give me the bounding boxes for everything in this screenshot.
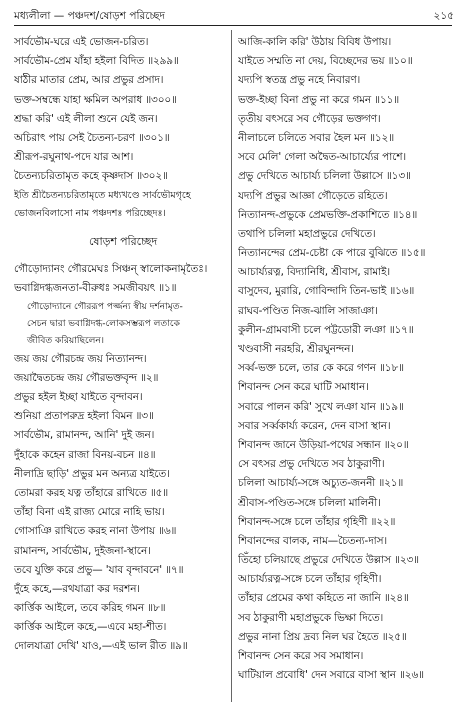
right-verse-line: সর্ব্ব-ভক্ত চলে, তার কে করে গণন ॥১৮॥	[238, 362, 404, 375]
left-verse-line: সার্বভৌম-প্রেম যাঁহা হইলা বিদিত ॥২৯৯॥	[14, 55, 179, 68]
right-verse-line: শিবানন্দ সেন করে সব সমাধান।	[238, 650, 364, 662]
left-verse-line: গৌড়োদ্যানং গৌরমেঘঃ সিঞ্চন্‌ স্বালোকনামৃতৈঃ।	[14, 262, 208, 275]
left-verse-line: ভক্ত-সম্বন্ধে যাহা ক্ষমিল অপরাধ ॥৩০০॥	[14, 93, 177, 106]
right-verse-line: যদ্যপি স্বতন্ত্র প্রভু নহে নিবারণ।	[238, 74, 361, 87]
left-verse-line: তোমরা করহ যত্ন তাঁহারে রাখিতে ॥৫॥	[14, 486, 169, 499]
right-verse-line: নীলাচলে চলিতে সবার হৈল মন ॥১২॥	[238, 131, 394, 144]
running-title: মধ্যলীলা — পঞ্চদশ/ষোড়শ পরিচ্ছেদ	[14, 10, 165, 22]
right-verse-line: চলিলা আচার্য্য-সঙ্গে অচ্যুত-জননী ॥২১॥	[238, 477, 404, 490]
left-verse-line: দুঁহাকে কহেন রাজা বিনয়-বচন ॥৪॥	[14, 448, 156, 461]
right-verse-line: নিত্যানন্দের প্রেম-চেষ্টা কে পারে বুঝিতে ॥১৫॥	[238, 247, 426, 260]
left-verse-line: ভোজনবিলাসো নাম পঞ্চদশঃ পরিচ্ছেদঃ।	[14, 208, 166, 220]
right-verse-line: তিঁহো চলিয়াছে প্রভুরে দেখিতে উল্লাস ॥২৩॥	[238, 554, 419, 567]
left-verse-line: ষাঠীর মাতার প্রেম, আর প্রভুর প্রসাদ।	[14, 74, 164, 87]
left-verse-line: নীলাদ্রি ছাড়ি' প্রভুর মন অন্যত্র যাইতে।	[14, 467, 170, 480]
right-verse-line: সব ঠাকুরাণী মহাপ্রভুকে ভিক্ষা দিতে।	[238, 611, 384, 624]
right-verse-line: সবারে পালন করি' সুখে লঞা যান ॥১৯॥	[238, 400, 404, 413]
left-verse-line: চৈতন্যচরিতামৃত কহে কৃষ্ণদাস ॥৩০২॥	[14, 170, 168, 183]
left-verse-line: গোসাঞি রাখিতে করহ নানা উপায় ॥৬॥	[14, 525, 177, 538]
left-verse-line: তাঁহা বিনা এই রাজ্য মোরে নাহি ভায়।	[14, 506, 165, 519]
left-verse-line: জয় জয় গৌরচন্দ্র জয় নিত্যানন্দ।	[14, 352, 147, 365]
gloss-line: গৌড়োদ্যানে গৌররূপ পর্জ্জন্য স্বীয় দর্শনামৃত-	[27, 301, 183, 313]
right-verse-line: শিবানন্দের বালক, নাম—চৈতন্য-দাস।	[238, 534, 387, 547]
right-verse-line: তথাপি চলিলা মহাপ্রভুরে দেখিতে।	[238, 227, 376, 240]
right-verse-line: বাসুদেব, মুরারি, গোবিন্দাদি তিন-ভাই ॥১৬॥	[238, 285, 415, 298]
left-verse-line: কার্ত্তিক আইলে কহে,—এবে মহা-শীত।	[14, 621, 167, 634]
chapter-heading: ষোড়শ পরিচ্ছেদ	[88, 234, 158, 248]
header-rule	[14, 25, 452, 26]
right-verse-line: আচার্য্যরত্ন-সঙ্গে চলে তাঁহার গৃহিণী।	[238, 573, 382, 586]
gloss-line: সেচন দ্বারা ভবাগ্নিদগ্ধ-লোকসম্ভরূপ লতাকে	[27, 318, 180, 330]
page-header	[14, 9, 454, 23]
left-verse-line: শ্রদ্ধা করি' এই লীলা শুনে যেই জন।	[14, 112, 158, 125]
right-verse-line: আজি-কালি করি' উঠায় বিবিধ উপায়।	[238, 36, 392, 48]
right-verse-line: খণ্ডবাসী নরহরি, শ্রীরঘুনন্দন।	[238, 343, 354, 355]
right-verse-line: রাঘব-পণ্ডিত নিজ-ঝালি সাজাঞা।	[238, 304, 378, 317]
right-verse-line: কুলীন-গ্রামবাসী চলে পট্টডোরী লঞা ॥১৭॥	[238, 323, 414, 336]
right-verse-line: ঘাটিয়াল প্রবোধি' দেন সবারে বাসা স্থান ॥২৬॥	[238, 669, 424, 682]
left-verse-line: কার্ত্তিক আইলে, তবে করিহ গমন ॥৮॥	[14, 602, 166, 615]
left-verse-line: জয়াদ্বৈতচন্দ্র জয় গৌরভক্তবৃন্দ ॥২॥	[14, 371, 159, 384]
left-verse-line: রামানন্দ, সার্বভৌম, দুইজনা-স্থানে।	[14, 544, 151, 557]
left-verse-line: দোলযাত্রা দেখি' যাও,—এই ভাল রীত ॥৯॥	[14, 640, 188, 653]
page-number: ২১৫	[433, 10, 454, 22]
left-verse-line: সার্বভৌম-ঘরে এই ভোজন-চরিত।	[14, 36, 149, 48]
right-verse-line: আচার্য্যরত্ন, বিদ্যানিধি, শ্রীবাস, রামাই।	[238, 266, 391, 279]
left-verse-line: তবে যুক্তি করে প্রভু— 'যাব বৃন্দাবনে' ॥৭॥	[14, 563, 184, 576]
right-verse-line: প্রভু দেখিতে আচার্য্য চলিলা উল্লাসে ॥১৩॥	[238, 170, 411, 183]
left-verse-line: দুঁহে কহে,—রথযাত্রা কর দরশন।	[14, 582, 140, 595]
right-verse-line: ভক্ত-ইচ্ছা বিনা প্রভু না করে গমন ॥১১॥	[238, 93, 400, 106]
right-verse-line: শিবানন্দ-সঙ্গে চলে তাঁহার গৃহিণী ॥২২॥	[238, 515, 396, 528]
right-verse-line: শিবানন্দ সেন করে ঘাটি সমাধান।	[238, 381, 369, 394]
right-verse-line: সে বৎসর প্রভু দেখিতে সব ঠাকুরাণী।	[238, 458, 385, 471]
left-verse-line: ভবাগ্নিদগ্ধজনতা-বীরুধঃ সমজীবয়ৎ ॥১॥	[14, 281, 177, 294]
right-verse-line: শ্রীবাস-পণ্ডিত-সঙ্গে চলিলা মালিনী।	[238, 496, 381, 509]
right-verse-line: সবার সর্ব্বকার্য্য করেন, দেন বাসা স্থান।	[238, 419, 391, 432]
left-verse-line: শ্রীরূপ-রঘুনাথ-পদে যার আশ।	[14, 151, 134, 164]
right-verse-line: প্রভুর নানা প্রিয় দ্রব্য নিল ঘর হৈতে ॥২৫॥	[238, 630, 407, 643]
left-verse-line: ইতি শ্রীচৈতন্যচরিতামৃতে মধ্যখণ্ডে সার্বভৌমগৃহে	[14, 189, 191, 201]
right-verse-line: যাইতে সম্মতি না দেয়, বিচ্ছেদের ভয় ॥১০॥	[238, 55, 413, 68]
left-verse-line: অচিরাৎ পায় সেই চৈতন্য-চরণ ॥৩০১॥	[14, 131, 170, 144]
right-column	[238, 33, 456, 685]
right-verse-line: নিত্যানন্দ-প্রভুকে প্রেমভক্তি-প্রকাশিতে ॥১৪॥	[238, 208, 418, 221]
left-verse-line: সার্বভৌম, রামানন্দ, আনি' দুই জন।	[14, 429, 155, 442]
right-verse-line: তৃতীয় বৎসরে সব গৌড়ের ভক্তগণ।	[238, 112, 381, 125]
right-verse-line: তাঁহার প্রেমের কথা কহিতে না জানি ॥২৪॥	[238, 592, 409, 605]
left-column	[14, 33, 232, 657]
gloss-line: জীবিত করিয়াছিলেন।	[27, 335, 104, 347]
right-verse-line: সবে মেলি' গেলা অদ্বৈত-আচার্য্যের পাশে।	[238, 151, 406, 164]
left-verse-line: শুনিয়া প্রতাপরুদ্র হইলা বিমন ॥৩॥	[14, 410, 154, 423]
right-verse-line: শিবানন্দ জানে উড়িয়া-পথের সন্ধান ॥২০॥	[238, 438, 409, 451]
left-verse-line: প্রভুর হইল ইচ্ছা যাইতে বৃন্দাবন।	[14, 391, 143, 403]
right-verse-line: যদ্যপি প্রভুর আজ্ঞা গৌড়েতে রহিতে।	[238, 189, 388, 202]
